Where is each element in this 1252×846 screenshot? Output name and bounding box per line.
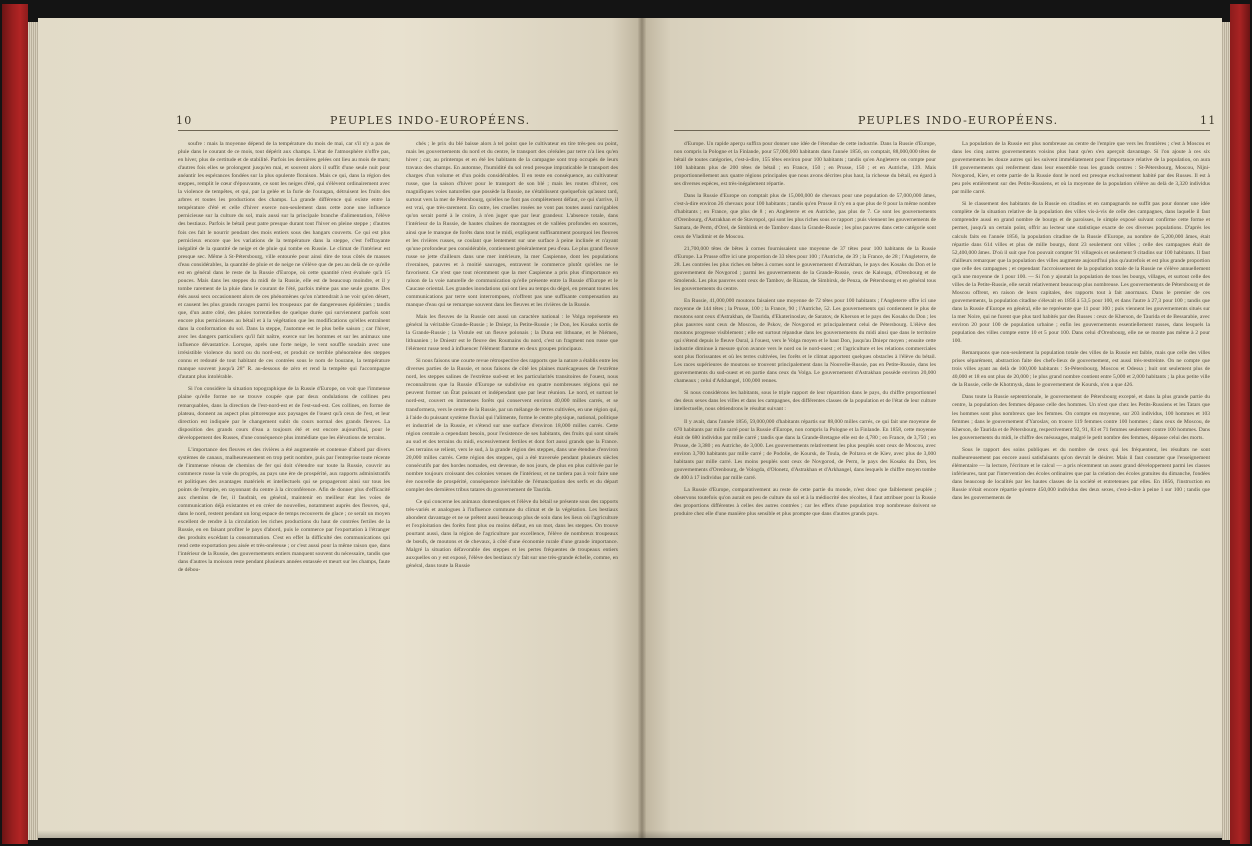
text-column-1 bbox=[674, 140, 936, 836]
page-number: 10 bbox=[176, 114, 193, 127]
paragraph: d'Europe. Un rapide aperçu suffira pour donner une idée de l'étendue de cette industrie. Dans la Russie d'Europe, non compris la Pologne et la Finlande, pour 57,000,000 habitants dans l'année 1856, on comptait, 88,000,000 têtes de bétail de toutes catégories, c'est-à-dire, 155 têtes environ pour 100 habitants ; tandis qu'en Angleterre on compte pour 100 habitants plus de 200 têtes de bétail ; en France, 150 ; en Prusse, 150 ; et en Autriche, 139. Mais proportionnellement aux quatre régions principales que nous avons décrites plus haut, la richesse du bétail, eu égard à ses diverses espèces, est très-inégalement répartie. bbox=[674, 141, 936, 188]
paragraph: Dans toute la Russie septentrionale, le gouvernement de Pétersbourg excepté, et dans la plus grande partie du centre, la population des femmes dépasse celle des hommes. Un n'est que chez les Petits-Russiens et les Tatars que les hommes sont plus nombreux que les femmes. On compte en moyenne, sur 203 individus, 100 hommes et 103 femmes ; dans le gouvernement d'Yaroslav, on trouve 119 femmes contre 100 hommes ; dans ceux de Moscou, de Kherson, de Taurida et de Pétersbourg, respectivement 92, 91, 83 et 71 femmes seulement contre 100 hommes. Dans les gouvernements du midi, le chiffre des mésusages, malgré le petit nombre des femmes, dépasse celui des morts. bbox=[952, 394, 1210, 441]
paragraph: chés ; le prix du blé baisse alors à tel point que le cultivateur en tire très-peu ou point, mais les gouvernements du nord et du centre, le transport des céréales par terre n'a lieu qu'en hiver ; car, au printemps et en été les habitants de la campagne sont trop occupés de leurs travaux des champs. En automne, l'humidité du sol rend presque impraticable le transport des charges d'un volume et d'un poids considérables. Il en reste en conséquence, au cultivateur russe, que la saison d'hiver pour le transport de son blé ; mais les routes d'hiver, ces magnifiques voies naturelles que possède la Russie, ne s'établissent quelquefois qu'assez tard, surtout vers la mer de Pétersbourg, qu'elles ne font pas complètement défaut, ce qui s'arrive, il est vrai, que très-rarement. En outre, les cruelles rosées ne vont pas toutes aussi navigables qu'on serait porté à le croire, à n'en juger que par leur grandeur. L'absence totale, dans l'intérieur de la Russie, de hautes chaînes de montagnes et de vallées profondes en sources, ainsi que le manque de forêts dans tout le midi, expliquent suffisamment pourquoi les fleuves et les rivières russes, se coulant que lentement sur une surface à peine inclinée et n'ayant qu'une profondeur peu considérable, contiennent généralement peu d'eau. Le plus grand fleuve russe se jette d'ailleurs dans une mer intérieure, la mer Caspienne, dont les populations riveraines, pauvres et à moitié sauvages, entravent le commerce plutôt qu'elles ne le favorisent. Ce n'est que tout récemment que la mer Caspienne a pris plus d'importance en raison de la voie naturelle de communication qu'elle présente entre la Russie d'Europe et le Caucase oriental. Les grandes inondations qui ont lieu au temps du dégel, en prenant toutes les communications par terre sont interrompues, n'offrent pas une suffisante compensation au manque d'eau qui se remarque souvent dans les fleuves et les rivières de la Russie. bbox=[406, 141, 618, 308]
paragraph: La Russie d'Europe, comparativement au reste de cette partie du monde, n'est donc que faiblement peuplée ; observons toutefois qu'on aurait en peu de culture du sol et à la médiocrité des récoltes, il faut attribuer pour la Russie des proportions différentes à celles des autres contrées ; car les effets d'une population trop nombreuse doivent se produire chez elle d'une manière plus sensible et plus prompte que dans d'autres grands pays. bbox=[674, 486, 936, 518]
book-cover-right-edge bbox=[1230, 4, 1250, 844]
page-stack-right bbox=[1222, 22, 1230, 840]
paragraph: Dans la Russie d'Europe on comptait plus de 15,000,000 de chevaux pour une population de 57,000,000 âmes, c'est-à-dire environ 26 chevaux pour 100 habitants ; tandis qu'en Prusse il n'y en a que plus de 8 pour la même nombre d'habitants ; en France, que plus de 8 ; en Angleterre et en Autriche, pas plus de 7. Ce sont les gouvernements d'Orenbourg, d'Astrakhan et de Stavropol, qui sont les plus riches sous ce rapport ; puis viennent les gouvernements de Samara, de Perm, d'Orel, de Simbirsk et de Tambov dans la Grande-Russie ; les plus pauvres dans cette catégorie sont ceux de Vladimir et de Moscou. bbox=[674, 193, 936, 240]
page-stack-left bbox=[28, 22, 38, 840]
book-cover-left-edge bbox=[2, 4, 28, 844]
paragraph: Sous le rapport des soins publiques et du nombre de ceux qui les fréquentent, les résultats ne sont malheureusement pas encore aussi satisfaisants qu'on devrait le désirer. Mais il faut constater que l'enseignement élémentaire — la lecture, l'écriture et le calcul — a pris récemment un assez grand développement parmi les classes inférieures, tant par l'intervention des écoles ordinaires que par la création des écoles gratuites du dimanche, fondées dans beaucoup de localités par les hautes classes de la société et entretenues par elles. En 1856, l'instruction en Russie n'était encore répartie qu'entre 450,000 individus des deux sexes, c'est-à-dire à peine 1 sur 100 ; tandis que dans les gouvernements de bbox=[952, 446, 1210, 501]
running-header: PEUPLES INDO-EUROPÉENS. bbox=[858, 114, 1059, 127]
paragraph: La population de la Russie est plus nombreuse au centre de l'empire que vers les frontières ; c'est à Moscou et dans les cinq autres gouvernements voisins plus haut qu'en s'en aperçoit davantage. Si l'on ajoute à ces six gouvernements les douze autres qui les suivent immédiatement pour l'importance relative de la population, on aura 18 gouvernements qui renferment dans leur ensemble tous les grands centres : St-Pétersbourg, Moscou, Nijni-Novgorod, Kiev, et cette partie de la Russie dont le nord est presque exclusivement habité par des Russes. Il est à peu près entièrement sur des Petits-Russiens, et où la moyenne de la population s'élève au delà de 3,320 individus par mille carré. bbox=[952, 141, 1210, 196]
paragraph: 21,700,000 têtes de bêtes à cornes fournissaient une moyenne de 37 têtes pour 100 habitants de la Russie d'Europe. La Prusse offre ici une proportion de 33 têtes pour 100 ; l'Autriche, de 39 ; la France, de 28 ; l'Angleterre, de 28. Les contrées les plus riches en bêtes à cornes sont le gouvernement d'Astrakhan, le pays des Kosaks du Don et le gouvernement de Novgorod ; parmi les gouvernements de la Grande-Russie, ceux de Kalouga, d'Orenbourg et de Smolensk. Les plus pauvres sont ceux de Tambov, de Riazan, de Simbirsk, de Penza, de Pétersbourg et en général tous les gouvernements du centre. bbox=[674, 245, 936, 292]
paragraph: Si l'on considère la situation topographique de la Russie d'Europe, on voit que l'immense plaine qu'elle forme ne se trouve coupée que par deux ondulations de collines peu remarquables, dans la direction de l'est-nord-est et de l'est-sud-est. Ces collines, en forme de plateau, donnent au aspect plus pittoresque aux paysages de l'ouest qu'à ceux de l'est, et leur direction est indiquée par le changement subit du cours normal des grands fleuves. La disposition des grands cours d'eau a toujours été et est encore aujourd'hui, pour le développement des Russes, d'une conséquence plus immédiate que les élévations de terrains. bbox=[178, 386, 390, 441]
open-book bbox=[2, 4, 1250, 844]
paragraph: Remarquons que non-seulement la population totale des villes de la Russie est faible, mais que celle des villes prises séparément, abstraction faite des chefs-lieux de gouvernement, est aussi très-restreinte. On ne compte que trois villes ayant au delà de 100,000 habitants : St-Pétersbourg, Moscou et Odessa ; huit ont seulement plus de 40,000 et 18 en ont plus de 20,000 ; le plus grand nombre contient entre 5,000 et 2,000 habitants ; la plus petite ville de la Russie, celle de Khotmysk, dans le gouvernement de Koursk, n'en a que 426. bbox=[952, 350, 1210, 389]
right-page bbox=[642, 18, 1222, 838]
page-number: 11 bbox=[1200, 114, 1217, 127]
text-column-2 bbox=[952, 140, 1210, 836]
paragraph: Ce qui concerne les animaux domestiques et l'élève du bétail se présente sous des rapports très-variés et analogues à l'influence commune du climat et de la végétation. Les bestiaux abondent davantage et ne se prêtent aussi beaucoup plus de soin dans les lieux où l'agriculture et l'exploitation des forêts font plus ou moins défaut, en un mot, dans les steppes. On trouve pourtant aussi, dans la région de l'agriculture par excellence, l'élève de nombreux troupeaux de bœufs, de moutons et de chevaux, à côté d'une économie rurale d'une grande importance. Malgré la situation défavorable des steppes et les pertes fréquentes de troupeaux entiers auxquelles on y est exposé, l'élève des bestiaux n'y fait sur une très-grande échelle, comme, en général, dans toute la Russie bbox=[406, 499, 618, 570]
page-shadow bbox=[38, 830, 1222, 840]
paragraph: Si nous faisons une courte revue rétrospective des rapports que la nature a établis entre les diverses parties de la Russie, et nous faisons de côté les plaines marécageuses de l'extrême nord, les steppes salines de l'extrême sud-est et les particularités transitoires de l'ouest, nous reconnaîtrons que la Russie d'Europe se subdivise en quatre nombreuses régions qui ne peuvent former un État puissant et indépendant que par leur réunion. Le nord, et surtout le nord-est, couvert en immenses forêts qui conservent environ 40,000 milles carrés, et se transformera, vers le centre de la Russie, par un mélange de terres cultivées, en une région qui, à l'aide du puissant système fluvial qui l'alimente, forme le centre physique, national, politique et industriel de la Russie, et s'étend sur une surface d'environ 18,000 milles carrés. Cette région centrale a cependant besoin, pour l'existence de ses habitants, des fruits qui sont situés au sud et des terrains du midi, excessivement fertiles et dont fort aussi grands que la France. Ces terrains se relient, vers le sud, à la grande région des steppes, dans une étendue d'environ 20,000 milles carrés. Cette région des steppes, qui a été traversée pendant plusieurs siècles consécutifs par des hordes nomades, est devenue, de nos jours, de plus en plus cultivée par le nombre toujours croissant des colonies venues de l'intérieur, et ne tardera pas à voir faire une ère nouvelle de prospérité, conséquence inévitable de l'émancipation des serfs et du départ complet des dernières tribus tatares du gouvernement de Taurida. bbox=[406, 358, 618, 493]
header-rule bbox=[674, 130, 1210, 131]
text-column-1 bbox=[178, 140, 390, 836]
paragraph: soufre : mais la moyenne dépend de la température du mois de mai, car s'il n'y a pas de pluie dans le courant de ce mois, tout dépérit aux champs. L'état de l'atmosphère n'offre pas, en hiver, plus de certitude et de stabilité. Parfois les dernières gelées ont lieu au mois de mars; d'autres fois elles se prolongent jusqu'en mai, et souvent alors il suffit d'une seule nuit pour anéantir les espérances fondées sur la plus opulente floraison. Mais ce qui, dans la région des steppes, remplit le cœur d'épouvante, ce sont les neiges d'été, qui s'élèvent ordinairement avec la violence de tempêtes, et qui, par la gelée et la furie de l'ouragan, détruisent les fruits des arbres et toutes les productions des champs. La grande différence qui existe entre la température d'été et celle d'hiver exerce non-seulement dans cette zone une influence pernicieuse sur la culture du sol, mais aussi sur la principale branche d'alimentation, l'élève des bestiaux. Parfois le bétail peut patre presque durant tout l'hiver en pleine steppe ; d'autres fois ces fait le nourrir pendant des mois entiers sous des hangars couverts. Ce qui est plus pernicieux encore que les variations de la température dans la steppe, c'est l'effrayante inégalité de la quantité de neige et de pluie qui tombe en Russie. Le climat de l'intérieur est presque sec. Même à St-Pétersbourg, ville entourée pour ainsi dire de tous côtés de masses d'eau considérables, la quantité de pluie et de neige ne s'élève que de peu au delà de ce qu'elle est en général dans le reste de la Russie d'Europe, où cette quantité n'est évaluée qu'à 15 pouces. Mais dans les steppes du midi de la Russie, elle est de beaucoup moindre, et il y tombe rarement de la pluie dans le courant de l'été, parfois même pas une seule goutte. Des étés aussi secs occasionnent alors de ces phénomènes qu'on n'attendrait à ne voir qu'en désert, et causent les plus grands ravages parmi les troupeaux par de dangereuses épidémies ; tandis que, d'un autre côté, des pluies torrentielles de quelque durée qui surviennent parfois sont encore plus pernicieuses au bétail et à la végétation que les modifications qu'elles entraînent dans la conformation du sol. Dans la steppe, l'automne est le plus belle saison ; car l'hiver, avec les dangers particuliers qu'il fait naître, exerce sur les hommes et sur les animaux une influence dévastatrice. Lorsque, après une forte neige, le vent souffle soudain avec une irrésistible violence du nord ou du nord-est, et produit ce terrible phénomène des steppes connu et redouté de tout habitant de ces contrées sous le nom de bourane, la température manque souvent jusqu'à 28° R. au-dessous de zéro et rend la tempête qui l'accompagne d'autant plus intolérable. bbox=[178, 141, 390, 381]
paragraph: Si nous considérons les habitants, sous le triple rapport de leur répartition dans le pays, du chiffre proportionnel des deux sexes dans les villes et dans les campagnes, des différentes classes de la population et de l'état de leur culture intellectuelle, nous obtiendrons le résultat suivant : bbox=[674, 390, 936, 413]
left-page bbox=[38, 18, 642, 838]
paragraph: L'importance des fleuves et des rivières a été augmentée et contenue d'abord par divers systèmes de canaux, malheureusement en trop petit nombre, puis par l'entreprise toute récente de l'immense réseau de chemins de fer qui doit s'étendre sur toute la Russie, couvrir au commerce russe la voie du progrès, au pays une ère de prospérité, aux rapports administratifs et politiques des avantages matériels et intellectuels qui se propageront ainsi sur tous les points de l'empire, en rayonnant du centre à la circonférence. Afin de donner plus d'efficacité aux chemins de fer, il faudrait, en général, maintenir en meilleur état les voies de communication déjà existantes et en créer de nouvelles, notamment auprès des fleuves, qui, dans le nord, restent pendant un long espace de temps recouverts de glace ; ce serait un moyen excellent de rendre à la circulation les riches productions du haut de contrées fertiles de la Russie, en en faisant profiter le pays d'abord, puis le commerce par l'exportation à l'étranger des produits excédant la consommation. C'est en effet la difficulté des communications qui rend cette exportation peu aisée et très-onéreuse ; or c'est aussi pour la même raison que, dans l'intérieur de la Russie, des gouvernements entiers manquent souvent du nécessaire, tandis que dans d'autres la moisson reste pendant plusieurs années entassée et meurt sur les champs, faute de débou- bbox=[178, 446, 390, 574]
running-header: PEUPLES INDO-EUROPÉENS. bbox=[330, 114, 531, 127]
paragraph: Mais les fleuves de la Russie ont aussi un caractère national : le Volga représente en général la véritable Grande-Russie ; le Dniepr, la Petite-Russie ; le Don, les Kosaks sortis de la Grande-Russie ; la Vistule est un fleuve polonais ; la Duna est lithuane, et le Niémen, lithuanien ; le Dniestr est le fleuve des Roumains du nord, c'est un fragment non russe que l'élément russe tend à influencer l'élément flamme en deux groupes principaux. bbox=[406, 313, 618, 353]
book-gutter bbox=[638, 18, 646, 838]
paragraph: En Russie, 41,000,000 moutons faisaient une moyenne de 72 têtes pour 100 habitants ; l'Angleterre offre ici une moyenne de 144 têtes ; la Prusse, 100 ; la France, 90 ; l'Autriche, 52. Les gouvernements qui contiennent le plus de moutons sont ceux d'Astrakhan, de Taurida, d'Ekaterinoslav, de Saratov, de Kherson et le pays des Kosaks du Don ; les plus pauvres sont ceux de Moscou, de Pskov, de Novgorod et principalement celui de Pétersbourg. L'élève des moutons progresse visiblement ; elle est surtout répandue dans les gouvernements du midi ainsi que dans le territoire qui s'étend depuis le fleuve Oural, à l'ouest, vers le Volga moyen et le haut Don, jusqu'au Dniepr moyen ; ensuite cette industrie diminue à mesure qu'on avance vers le nord ou le nord-ouest ; et l'agriculture et les relations commerciales sont plus florissantes et où les terres cultivées, les forêts et le climat apportent quelques obstacles à l'élève du bétail. Les races supérieures de moutons se trouvent principalement dans la Nouvelle-Russie, pas en Petite-Russie, dans les gouvernements du sud-ouest et en partie dans ceux du Volga. Le gouvernement d'Astrakhan possède environ 20,000 chameaux ; celui d'Arkhangel, 100,000 rennes. bbox=[674, 297, 936, 385]
header-rule bbox=[178, 130, 618, 131]
paragraph: Si le classement des habitants de la Russie en citadins et en campagnards ne suffit pas pour donner une idée complète de la situation relative de la population des villes vis-à-vis de celle des campagnes, dans laquelle il faut comprendre aussi en grand nombre de bourgs et de paroisses, le simple exposé suivant confirme cette forme et permet, jusqu'à un certain point, offrir au lecteur une statistique exacte de ces diverses populations. D'après les calculs faits en l'année 1856, la population citadine de la Russie d'Europe, au nombre de 5,200,000 âmes, était répartie dans 614 villes et plus de mille bourgs, dont 23 seulement ont villes ; celle des campagnes était de 52,400,000 âmes. D'où il suit que l'on pouvait compter 91 villageois et seulement 9 citadins sur 100 habitants. Il faut d'ailleurs remarquer que la population des villes augmente aujourd'hui plus qu'autrefois et est plus grande proportion que celle des campagnes ; et cependant l'accroissement de la population totale de la Russie ne s'élève annuellement qu'à une moyenne de 1 pour 100. — Si l'on y ajoutait la population de tous les bourgs, villages, et surtout celle des villes de la Petite-Russie, elle serait relativement beaucoup plus nombreuse. Les gouvernements de Pétersbourg et de Moscou offrent, en raison de leurs capitales, des rapports tout à fait anormaux. Dans le premier de ces gouvernements, la population citadine s'élevait en 1856 à 53,5 pour 100, et dans l'autre à 27,3 pour 100 ; tandis que dans la Russie d'Europe en général, elle ne représente que 11 pour 100 ; puis viennent les gouvernements situés sur la mer Noire, qui ne furent que plus tard habités par des Russes : ceux de Kherson, de Taurida et de Bessarabie, avec environ 20 pour 100 de population urbaine ; enfin les gouvernements essentiellement russes, dans lesquels la population des villes compte entre 10 et 5 pour 100. Dans celui d'Orenbourg, elle ne se monte pas même à 2 pour 100. bbox=[952, 201, 1210, 345]
text-column-2 bbox=[406, 140, 618, 836]
paragraph: Il y avait, dans l'année 1856, 59,000,000 d'habitants répartis sur 88,000 milles carrés, ce qui fait une moyenne de 670 habitants par mille carré pour la Russie d'Europe, non compris la Pologne et la Finlande. En 1858, cette moyenne était de 680 individus par mille carré ; tandis que dans la Grande-Bretagne elle est de 4,780 ; en France, de 3,750 ; en Prusse, de 3,380 ; en Autriche, de 3,000. Les gouvernements relativement les plus peuplés sont ceux de Moscou, avec environ 3,700 habitants par mille carré ; de Podolie, de Koursk, de Toula, de Poltava et de Kiev, avec plus de 3,000 habitants par mille carré. Les moins peuplés sont ceux de Novgorod, de Perm, le pays des Kosaks du Don, les gouvernements d'Orenbourg, de Vologda, d'Olonetz, d'Astrakhan et d'Arkhangel, dans lesquels le chiffre moyen tombe de 400 à 17 individus par mille carré. bbox=[674, 418, 936, 481]
